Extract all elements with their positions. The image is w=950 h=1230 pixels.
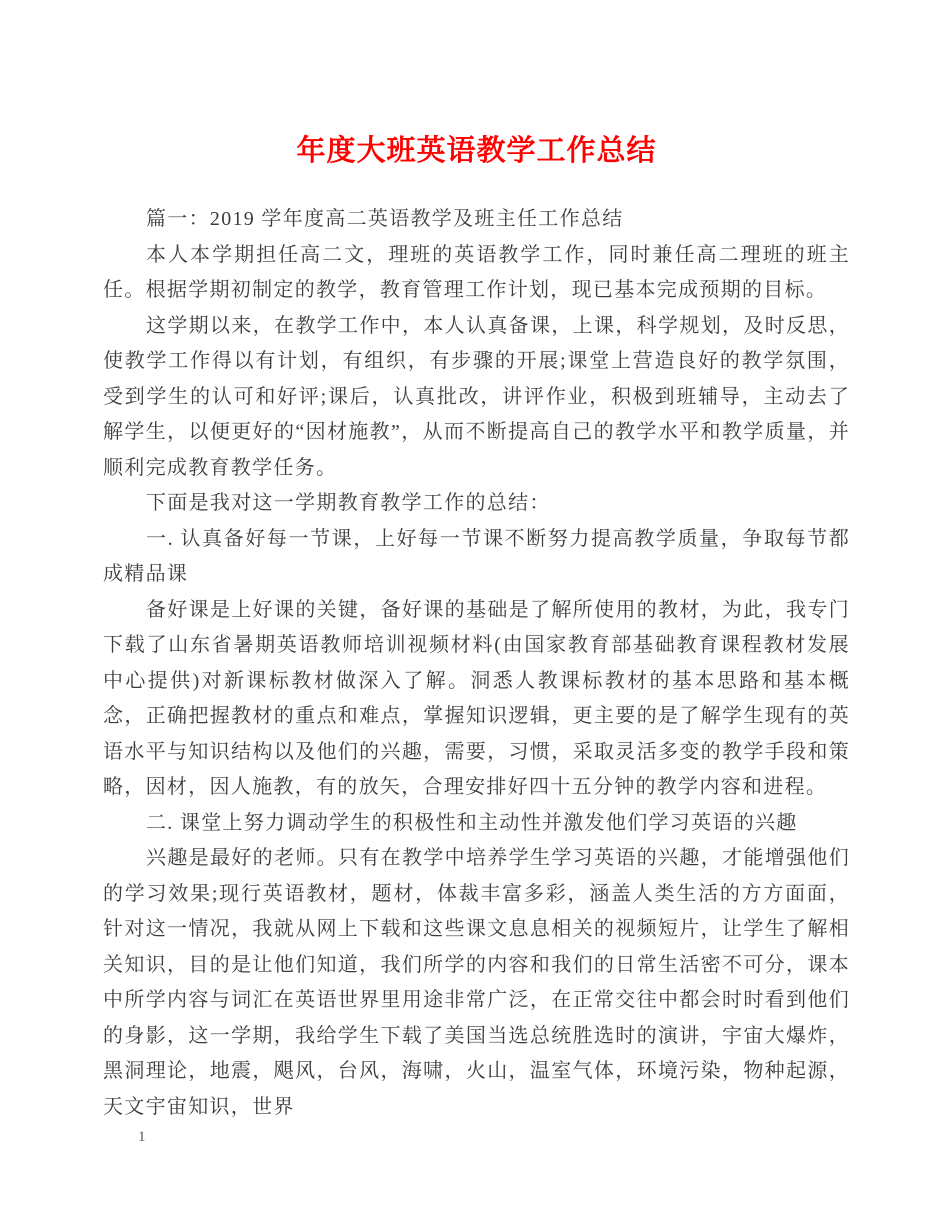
document-content xyxy=(103,130,850,1125)
document-title: 年度大班英语教学工作总结 xyxy=(296,135,657,167)
paragraph: 篇一：2019 学年度高二英语教学及班主任工作总结 xyxy=(146,208,624,230)
paragraph: 下面是我对这一学期教育教学工作的总结： xyxy=(146,492,551,514)
paragraph: 这学期以来，在教学工作中，本人认真备课，上课，科学规划，及时反思，使教学工作得以有计划，有组织，有步骤的开展;课堂上营造良好的教学氛围，受到学生的认可和好评;课后，认真批改，讲评作业，积极到班辅导，主动去了解学生，以便更好的“因材施教”，从而不断提高自己的教学水平和教学质量，并顺利完成教育教学任务。 xyxy=(103,314,850,479)
paragraph: 兴趣是最好的老师。只有在教学中培养学生学习英语的兴趣，才能增强他们的学习效果;现行英语教材，题材，体裁丰富多彩，涵盖人类生活的方方面面，针对这一情况，我就从网上下载和这些课文息息相关的视频短片，让学生了解相关知识，目的是让他们知道，我们所学的内容和我们的日常生活密不可分，课本中所学内容与词汇在英语世界里用途非常广泛，在正常交往中都会时时看到他们的身影，这一学期，我给学生下载了美国当选总统胜选时的演讲，宇宙大爆炸，黑洞理论，地震，飓风，台风，海啸，火山，温室气体，环境污染，物种起源，天文宇宙知识，世界 xyxy=(103,847,850,1118)
document-body xyxy=(103,202,850,1125)
page-number: 1 xyxy=(138,1129,146,1145)
paragraph: 本人本学期担任高二文，理班的英语教学工作，同时兼任高二理班的班主任。根据学期初制定的教学，教育管理工作计划，现已基本完成预期的目标。 xyxy=(103,243,850,301)
paragraph: 二. 课堂上努力调动学生的积极性和主动性并激发他们学习英语的兴趣 xyxy=(146,811,798,834)
paragraph: 备好课是上好课的关键，备好课的基础是了解所使用的教材，为此，我专门下载了山东省暑期英语教师培训视频材料(由国家教育部基础教育课程教材发展中心提供)对新课标教材做深入了解。洞悉人教课标教材的基本思路和基本概念，正确把握教材的重点和难点，掌握知识逻辑，更主要的是了解学生现有的英语水平与知识结构以及他们的兴趣，需要，习惯，采取灵活多变的教学手段和策略，因材，因人施教，有的放矢，合理安排好四十五分钟的教学内容和进程。 xyxy=(103,598,850,798)
paragraph: 一. 认真备好每一节课，上好每一节课不断努力提高教学质量，争取每节都成精品课 xyxy=(103,527,850,585)
